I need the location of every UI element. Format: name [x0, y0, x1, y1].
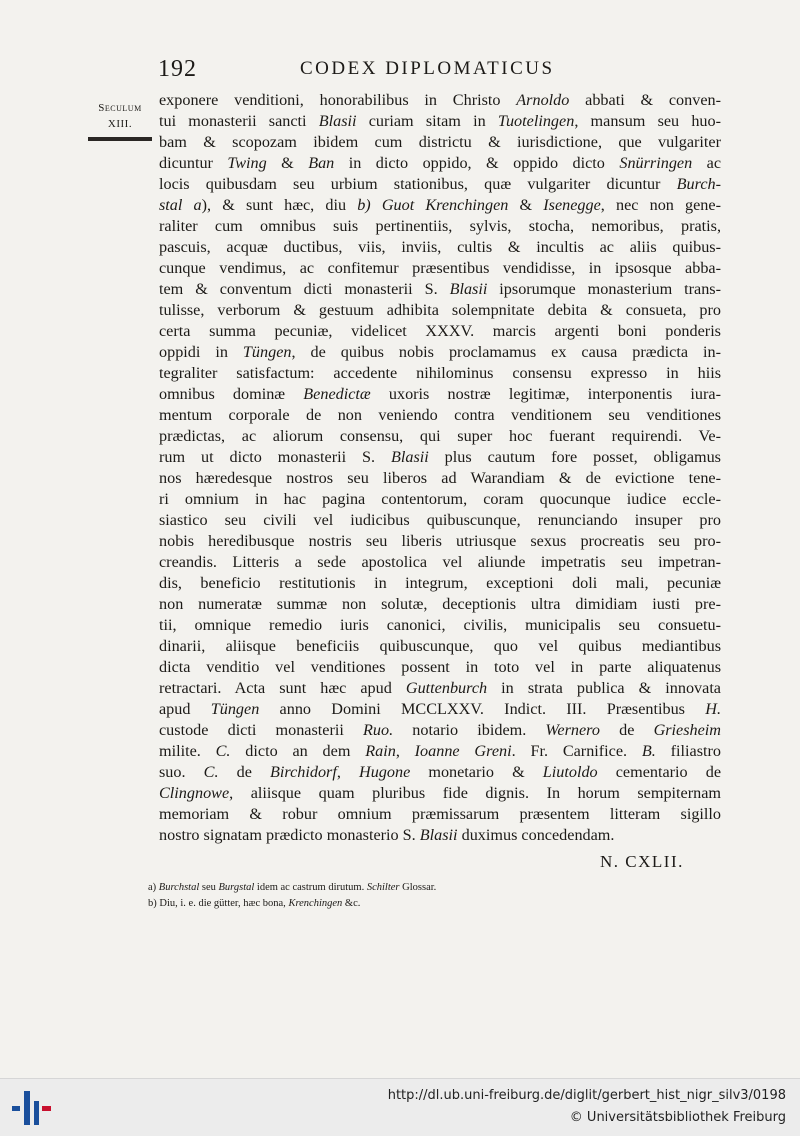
- text-span: custode dicti monasterii: [159, 721, 363, 739]
- text-line: [159, 615, 721, 636]
- text-line: [159, 552, 721, 573]
- italic-text: Krenchingen: [288, 898, 343, 909]
- text-span: non numeratæ summæ non solutæ, deceptionis ultra dimidiam iusti pre-: [159, 595, 721, 613]
- italic-text: Birchidorf: [269, 763, 337, 781]
- text-line: [159, 279, 721, 300]
- italic-text: Ruo.: [363, 721, 394, 739]
- text-span: a): [148, 882, 159, 893]
- text-line: [159, 804, 721, 825]
- text-span: in dicto oppido, & oppido dicto: [334, 154, 620, 172]
- text-span: filiastro: [655, 742, 721, 760]
- italic-text: Hugone: [359, 763, 411, 781]
- text-line: [159, 363, 721, 384]
- text-line: [159, 342, 721, 363]
- text-span: , mansum seu huo-: [574, 112, 721, 130]
- italic-text: Tüngen: [242, 343, 292, 361]
- text-span: notario ibidem.: [393, 721, 546, 739]
- italic-text: B.: [641, 742, 656, 760]
- italic-text: Burch-: [676, 175, 721, 193]
- text-span: siastico seu civili vel iudicibus quibuscunque, renunciando insuper pro: [159, 511, 721, 529]
- text-span: suo.: [159, 763, 204, 781]
- text-span: locis quibusdam seu urbium stationibus, quæ vulgariter dicuntur: [159, 175, 677, 193]
- margin-note: [88, 100, 152, 141]
- text-span: tui monasterii sancti: [159, 112, 319, 130]
- text-span: retractari. Acta sunt hæc apud: [159, 679, 406, 697]
- charter-text: [159, 90, 721, 846]
- text-span: in strata publica & innovata: [487, 679, 721, 697]
- text-span: dicuntur: [159, 154, 228, 172]
- text-line: [159, 174, 721, 195]
- text-span: Glossar.: [399, 882, 437, 893]
- text-line: [159, 300, 721, 321]
- text-line: [159, 216, 721, 237]
- italic-text: Blasii: [390, 448, 429, 466]
- italic-text: b) Guot Krenchingen: [357, 196, 509, 214]
- footnote: [148, 896, 628, 912]
- text-span: . Fr. Carnifice.: [511, 742, 642, 760]
- text-span: de: [218, 763, 270, 781]
- italic-text: Clingnowe: [159, 784, 230, 802]
- text-span: dicta venditio vel venditiones possent in toto vel in parte aliquatenus: [159, 658, 721, 676]
- text-span: mentum corporale de non veniendo contra venditionem seu venditiones: [159, 406, 721, 424]
- text-span: milite.: [159, 742, 216, 760]
- italic-text: C.: [203, 763, 219, 781]
- text-span: tulisse, verborum & gestuum adhibita solempnitate debita & consueta, pro: [159, 301, 721, 319]
- text-line: [159, 237, 721, 258]
- text-span: tem & conventum dicti monasterii S.: [159, 280, 450, 298]
- italic-text: Liutoldo: [542, 763, 598, 781]
- text-span: tegraliter satisfactum: accedente nihilominus consensu expresso in hiis: [159, 364, 721, 382]
- text-span: cementario de: [597, 763, 721, 781]
- page-number: 192: [158, 56, 197, 82]
- text-span: nos hæredesque nostros seu liberos ad Warandiam & de evictione tene-: [159, 469, 721, 487]
- text-line: [159, 153, 721, 174]
- text-span: nostro signatam prædicto monasterio S.: [159, 826, 420, 844]
- margin-note-seculum: Seculum: [98, 102, 142, 114]
- margin-note-century: XIII.: [107, 118, 133, 130]
- text-span: &: [508, 196, 544, 214]
- text-span: monetario &: [410, 763, 543, 781]
- text-span: plus cautum fore posset, obligamus: [428, 448, 721, 466]
- text-span: uxoris nostræ legitimæ, interponentis iura-: [370, 385, 721, 403]
- text-line: [159, 195, 721, 216]
- text-span: ri omnium in hac pagina contentorum, coram quocunque iudice eccle-: [159, 490, 721, 508]
- italic-text: Benedictæ: [303, 385, 371, 403]
- text-span: b) Diu, i. e. die gütter, hæc bona,: [148, 898, 289, 909]
- italic-text: Ban: [308, 154, 335, 172]
- text-span: ac: [692, 154, 721, 172]
- italic-text: Tüngen: [210, 700, 260, 718]
- text-line: [159, 111, 721, 132]
- italic-text: C.: [215, 742, 231, 760]
- text-span: idem ac castrum dirutum.: [254, 882, 367, 893]
- text-span: , aliisque quam pluribus fide dignis. In horum sempiternam: [229, 784, 721, 802]
- italic-text: Blasii: [318, 112, 357, 130]
- text-span: omnibus dominæ: [159, 385, 304, 403]
- text-span: bam & scopozam ibidem cum districtu & iurisdictione, que vulgariter: [159, 133, 721, 151]
- footnote: [148, 880, 628, 896]
- text-line: [159, 384, 721, 405]
- text-line: [159, 132, 721, 153]
- italic-text: Wernero: [545, 721, 600, 739]
- text-line: [159, 825, 721, 846]
- text-line: [159, 489, 721, 510]
- text-line: [159, 636, 721, 657]
- text-span: ,: [336, 763, 359, 781]
- italic-text: Rain: [365, 742, 396, 760]
- text-span: abbati & conven-: [569, 91, 721, 109]
- italic-text: Burgstal: [218, 882, 255, 893]
- italic-text: Blasii: [419, 826, 458, 844]
- text-span: apud: [159, 700, 211, 718]
- text-span: cunque vendimus, ac confitemur præsentibus vendidisse, in ipsosque abba-: [159, 259, 721, 277]
- text-span: rum ut dicto monasterii S.: [159, 448, 391, 466]
- text-line: [159, 657, 721, 678]
- text-line: [159, 405, 721, 426]
- text-span: ), & sunt hæc, diu: [201, 196, 358, 214]
- text-line: [159, 531, 721, 552]
- text-span: dinarii, aliisque beneficiis quibuscunque, quo vel quibus mediantibus: [159, 637, 721, 655]
- text-line: [159, 762, 721, 783]
- text-span: &c.: [342, 898, 361, 909]
- text-span: certa summa pecuniæ, videlicet XXXV. marcis argenti boni ponderis: [159, 322, 721, 340]
- text-span: de: [599, 721, 654, 739]
- italic-text: Burchstal: [158, 882, 200, 893]
- italic-text: Griesheim: [653, 721, 721, 739]
- university-library-logo-icon[interactable]: [10, 1087, 54, 1129]
- text-line: [159, 426, 721, 447]
- text-line: [159, 510, 721, 531]
- text-line: [159, 573, 721, 594]
- italic-text: Isenegge: [543, 196, 601, 214]
- italic-text: H.: [705, 700, 721, 718]
- text-line: [159, 699, 721, 720]
- text-line: [159, 321, 721, 342]
- text-span: exponere venditioni, honorabilibus in Christo: [159, 91, 517, 109]
- permalink-url[interactable]: http://dl.ub.uni-freiburg.de/diglit/gerbert_hist_nigr_silv3/0198: [387, 1088, 786, 1103]
- italic-text: Arnoldo: [516, 91, 570, 109]
- text-span: , de quibus nobis proclamamus ex causa prædicta in-: [291, 343, 721, 361]
- text-line: [159, 741, 721, 762]
- text-span: pascuis, acquæ ductibus, viis, inviis, cultis & incultis ac aliis quibus-: [159, 238, 721, 256]
- margin-rule: [88, 137, 152, 141]
- italic-text: Snürringen: [619, 154, 693, 172]
- italic-text: Guttenburch: [405, 679, 488, 697]
- text-span: raliter cum omnibus suis pertinentiis, sylvis, stocha, nemoribus, pratis,: [159, 217, 721, 235]
- text-span: curiam sitam in: [356, 112, 498, 130]
- running-title: CODEX DIPLOMATICUS: [300, 58, 555, 79]
- italic-text: Twing: [227, 154, 267, 172]
- text-span: dicto an dem: [230, 742, 366, 760]
- italic-text: Schilter: [366, 882, 400, 893]
- viewer-footer: [0, 1078, 800, 1136]
- italic-text: stal a: [159, 196, 202, 214]
- text-span: &: [266, 154, 309, 172]
- text-line: [159, 720, 721, 741]
- text-line: [159, 90, 721, 111]
- italic-text: Tuotelingen: [497, 112, 575, 130]
- copyright-notice: © Universitätsbibliothek Freiburg: [569, 1110, 786, 1125]
- text-span: creandis. Litteris a sede apostolica vel aliunde impetratis seu impetran-: [159, 553, 721, 571]
- text-span: oppidi in: [159, 343, 243, 361]
- italic-text: Ioanne Greni: [414, 742, 512, 760]
- text-span: anno Domini MCCLXXV. Indict. III. Præsentibus: [259, 700, 706, 718]
- text-line: [159, 678, 721, 699]
- text-span: prædictas, ac aliorum consensu, qui super hoc fuerant requirendi. Ve-: [159, 427, 721, 445]
- text-line: [159, 783, 721, 804]
- footnotes: [148, 880, 628, 912]
- italic-text: Blasii: [449, 280, 488, 298]
- text-line: [159, 447, 721, 468]
- text-span: duximus concedendam.: [457, 826, 615, 844]
- document-number: N. CXLII.: [600, 852, 684, 871]
- text-line: [159, 594, 721, 615]
- text-span: memoriam & robur omnium præmissarum præsentem litteram sigillo: [159, 805, 721, 823]
- text-span: dis, beneficio restitutionis in integrum, exceptioni doli mali, pecuniæ: [159, 574, 721, 592]
- text-span: , nec non gene-: [600, 196, 721, 214]
- text-span: nobis heredibusque nostris seu liberis utriusque sexus procreatis seu pro-: [159, 532, 721, 550]
- text-line: [159, 258, 721, 279]
- text-span: seu: [199, 882, 219, 893]
- text-span: ,: [395, 742, 415, 760]
- text-span: tii, omnique remedio iuris canonici, civilis, municipalis seu consuetu-: [159, 616, 721, 634]
- text-line: [159, 468, 721, 489]
- text-span: ipsorumque monasterium trans-: [487, 280, 721, 298]
